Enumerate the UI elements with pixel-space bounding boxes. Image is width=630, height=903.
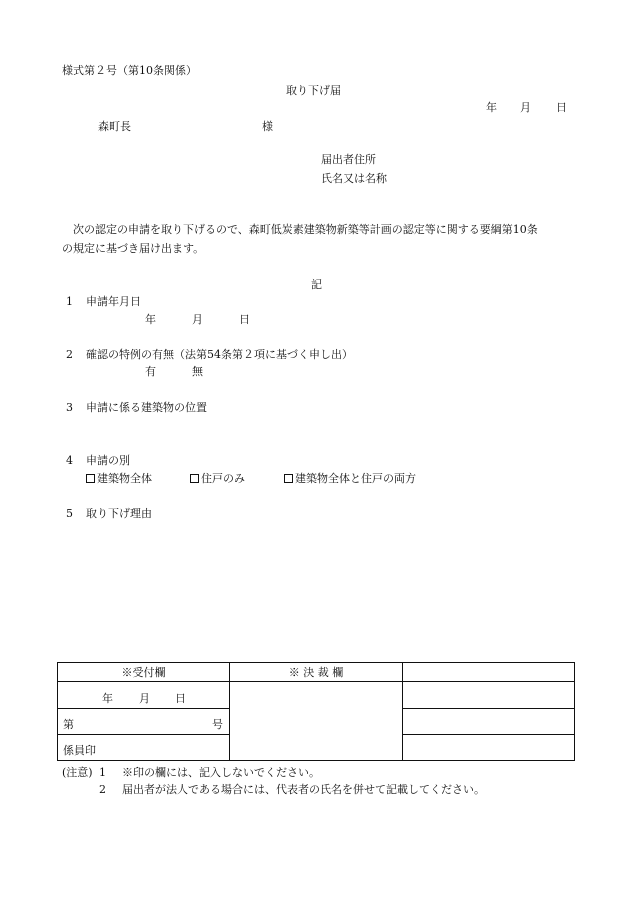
item5-number: 5 <box>66 507 73 520</box>
office-use-table <box>57 662 575 761</box>
honorific: 様 <box>262 120 273 133</box>
item5-label: 取り下げ理由 <box>86 507 152 520</box>
reception-header: ※受付欄 <box>58 663 230 682</box>
item3-number: 3 <box>66 401 73 414</box>
number-prefix: 第 <box>63 718 74 731</box>
item1-month: 月 <box>192 313 203 326</box>
reception-date-cell <box>58 682 230 709</box>
note1-number: 1 <box>99 766 106 779</box>
option-both[interactable]: 建築物全体と住戸の両方 <box>284 473 416 484</box>
staff-seal-cell <box>58 735 230 761</box>
item2-no: 無 <box>192 365 203 378</box>
addressee: 森町長 <box>98 120 131 133</box>
option-dwelling-only[interactable]: 住戸のみ <box>190 473 245 484</box>
item2-yes: 有 <box>145 365 156 378</box>
decision-header: ※ 決 裁 欄 <box>230 663 403 682</box>
note1-text: ※印の欄には、記入しないでください。 <box>122 766 320 779</box>
reception-number-cell <box>58 709 230 735</box>
decision-cell <box>403 663 575 682</box>
applicant-address-label: 届出者住所 <box>321 153 376 166</box>
body-text-line2: の規定に基づき届け出ます。 <box>62 242 205 255</box>
staff-seal-label: 係員印 <box>63 744 96 757</box>
checkbox-both[interactable] <box>284 474 293 483</box>
date-month-label: 月 <box>520 101 531 114</box>
note2-text: 届出者が法人である場合には、代表者の氏名を併せて記載してください。 <box>122 783 485 796</box>
date-year-label: 年 <box>486 101 497 114</box>
item3-label: 申請に係る建築物の位置 <box>86 401 207 414</box>
item2-label: 確認の特例の有無（法第54条第２項に基づく申し出） <box>86 348 353 361</box>
ki-heading: 記 <box>311 278 322 291</box>
form-number: 様式第２号（第10条関係） <box>62 64 197 77</box>
checkbox-whole-building[interactable] <box>86 474 95 483</box>
decision-cell <box>403 682 575 709</box>
item1-day: 日 <box>239 313 250 326</box>
note2-number: 2 <box>99 783 106 796</box>
item1-label: 申請年月日 <box>86 295 141 308</box>
reception-month: 月 <box>139 692 150 705</box>
item1-number: 1 <box>66 295 73 308</box>
item4-number: 4 <box>66 454 73 467</box>
reception-year: 年 <box>102 692 113 705</box>
decision-seal-area <box>230 682 403 761</box>
option-whole-building[interactable]: 建築物全体 <box>86 473 152 484</box>
number-suffix: 号 <box>212 718 223 731</box>
notes-prefix: (注意) <box>62 766 93 779</box>
item2-number: 2 <box>66 348 73 361</box>
decision-cell <box>403 735 575 761</box>
item4-label: 申請の別 <box>86 454 130 467</box>
date-day-label: 日 <box>556 101 567 114</box>
decision-cell <box>403 709 575 735</box>
document-title: 取り下げ届 <box>286 84 341 97</box>
reception-day: 日 <box>175 692 186 705</box>
applicant-name-label: 氏名又は名称 <box>321 172 387 185</box>
checkbox-dwelling-only[interactable] <box>190 474 199 483</box>
body-text-line1: 次の認定の申請を取り下げるので、森町低炭素建築物新築等計画の認定等に関する要綱第10条 <box>73 223 538 236</box>
item1-year: 年 <box>145 313 156 326</box>
